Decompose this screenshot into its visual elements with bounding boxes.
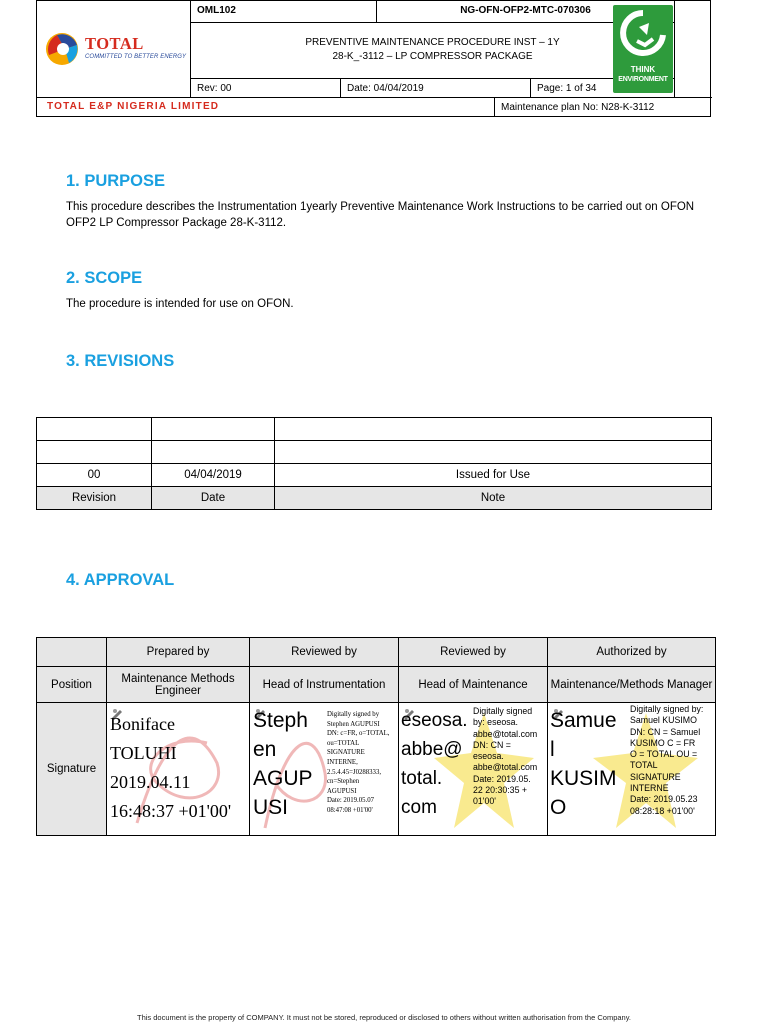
signature-detail-line: Digitally signed by: (630, 704, 704, 714)
scope-text: The procedure is intended for use on OFON. (66, 298, 294, 310)
signature-detail-line: DN: c=FR, o=TOTAL, (327, 730, 390, 738)
document-header (36, 0, 711, 117)
signature-line: AGUP (253, 767, 313, 790)
scope-heading: 2. SCOPE (66, 269, 143, 287)
position-cell: Maintenance/Methods Manager (548, 667, 716, 703)
signature-detail-line: Date: 2019.05.07 (327, 797, 375, 805)
signature-line: KUSIM (550, 767, 617, 790)
signature-detail-line: abbe@total.com (473, 728, 538, 739)
company-name: TOTAL E&P NIGERIA LIMITED (37, 97, 495, 117)
position-row (37, 667, 716, 703)
note-label: Note (275, 487, 712, 510)
signature-detail-line: ou=TOTAL (327, 739, 360, 747)
signature-detail-line: 22 20:30:35 + (473, 785, 528, 796)
signature-line: Samue (550, 709, 617, 732)
empty-corner-cell (37, 638, 107, 667)
table-row (37, 464, 712, 487)
date-label: Date (152, 487, 275, 510)
signature-line: total. (401, 768, 443, 789)
signature-detail-line: DN: CN = Samuel (630, 726, 701, 737)
table-cell (152, 418, 275, 441)
footer-disclaimer: This document is the property of COMPANY. It must not be stored, reproduced or disclosed to others without written authorisation from the Company. (137, 1013, 631, 1022)
signature-details (630, 704, 703, 817)
signature-boniface (107, 703, 250, 836)
reviewed-by-header: Reviewed by (250, 638, 399, 667)
approval-heading: 4. APPROVAL (66, 571, 175, 589)
table-cell (275, 418, 712, 441)
table-cell: Issued for Use (275, 464, 712, 487)
revision-cell: Rev: 00 (191, 79, 341, 97)
signature-details (473, 706, 537, 808)
signature-detail-line: KUSIMO C = FR (630, 737, 696, 748)
signature-line: 2019.04.11 (110, 772, 191, 792)
signature-line: 16:48:37 +01'00' (110, 801, 232, 821)
purpose-heading: 1. PURPOSE (66, 172, 166, 190)
signature-line: Steph (253, 709, 308, 732)
page-cell: Page: 1 of 34 (531, 79, 675, 97)
purpose-text: This procedure describes the Instrumentation 1yearly Preventive Maintenance Work Instructions to be carried out on OFON OFP2 LP Compressor Package 28-K-3112. (66, 201, 695, 229)
signature-detail-line: Samuel KUSIMO (630, 715, 697, 726)
signature-line: eseosa. (401, 710, 468, 731)
revisions-label-row (37, 487, 712, 510)
signature-line: O (550, 796, 567, 819)
signature-agupusi (250, 703, 399, 836)
signature-detail-line: abbe@total.com (473, 762, 538, 773)
signature-text (401, 706, 468, 822)
table-cell (37, 418, 152, 441)
signature-detail-line: Date: 2019.05.23 (630, 794, 698, 805)
signature-detail-line: 08:47:08 +01'00' (327, 806, 373, 814)
doc-title-line2: 28-K_-3112 – LP COMPRESSOR PACKAGE (332, 51, 533, 62)
signature-detail-line: Digitally signed by (327, 711, 380, 718)
signature-text (110, 710, 231, 826)
position-cell: Head of Instrumentation (250, 667, 399, 703)
signature-detail-line: INTERNE, (327, 758, 358, 766)
authorized-by-header: Authorized by (548, 638, 716, 667)
signature-detail-line: INTERNE (630, 783, 669, 794)
prepared-by-header: Prepared by (107, 638, 250, 667)
signature-detail-line: DN: CN = (473, 739, 511, 750)
oml-cell: OML102 (191, 1, 377, 23)
revisions-heading: 3. REVISIONS (66, 352, 175, 370)
signature-detail-line: 2.5.4.45=J0288333, (327, 768, 382, 776)
position-cell: Head of Maintenance (399, 667, 548, 703)
signature-row (37, 703, 716, 836)
signature-line: USI (253, 796, 289, 819)
position-cell: Maintenance Methods Engineer (107, 667, 250, 703)
signature-detail-line: AGUPUSI (327, 787, 357, 795)
table-cell: 04/04/2019 (152, 464, 275, 487)
signature-eseosa (399, 703, 548, 836)
signature-line: en (253, 738, 277, 761)
doc-title (191, 23, 675, 79)
signature-line: com (401, 797, 437, 818)
signature-detail-line: by: eseosa. (473, 717, 518, 728)
revision-label: Revision (37, 487, 152, 510)
signature-line: l (550, 738, 555, 761)
signature-text (550, 706, 617, 822)
signature-line: Boniface (110, 714, 175, 734)
doc-title-line1: PREVENTIVE MAINTENANCE PROCEDURE INST – 1Y (305, 37, 560, 48)
signature-kusimo (548, 703, 716, 836)
signature-detail-line: cn=Stephen (327, 778, 360, 786)
environment-label: ENVIRONMENT (618, 76, 668, 83)
signature-detail-line: Digitally signed (473, 706, 533, 716)
total-tagline: COMMITTED TO BETTER ENERGY (85, 54, 187, 60)
total-logo (43, 29, 188, 69)
signature-detail-line: TOTAL (630, 760, 658, 771)
signature-detail-line: SIGNATURE (327, 749, 365, 757)
table-cell (37, 441, 152, 464)
approval-table (36, 637, 716, 836)
signature-line: abbe@ (401, 739, 463, 760)
signature-line: TOLUHI (110, 743, 177, 763)
total-wordmark: TOTAL (85, 34, 144, 53)
doc-number: NG-OFN-OFP2-MTC-070306 (377, 1, 675, 23)
signature-detail-line: eseosa. (473, 751, 504, 762)
approval-header-row (37, 638, 716, 667)
signature-text (253, 706, 313, 822)
signature-detail-line: Stephen AGUPUSI (327, 720, 380, 728)
signature-detail-line: 08:28:18 +01'00' (630, 805, 695, 816)
maintenance-plan: Maintenance plan No: N28-K-3112 (495, 97, 712, 117)
recycle-icon (613, 5, 673, 63)
think-environment-logo (613, 5, 673, 93)
table-cell (152, 441, 275, 464)
reviewed-by-header: Reviewed by (399, 638, 548, 667)
signature-detail-line: 01'00' (473, 796, 496, 807)
signature-detail-line: O = TOTAL OU = (630, 749, 698, 760)
date-cell: Date: 04/04/2019 (341, 79, 531, 97)
table-cell (275, 441, 712, 464)
think-label: THINK (630, 65, 656, 74)
total-logo-icon (43, 29, 81, 69)
logo-cell (37, 1, 191, 97)
table-row (37, 418, 712, 441)
signature-details (327, 710, 390, 816)
signature-detail-line: SIGNATURE (630, 771, 681, 782)
position-label: Position (37, 667, 107, 703)
signature-label: Signature (37, 703, 107, 836)
table-row (37, 441, 712, 464)
signature-detail-line: Date: 2019.05. (473, 773, 531, 784)
revisions-table (36, 417, 712, 510)
table-cell: 00 (37, 464, 152, 487)
